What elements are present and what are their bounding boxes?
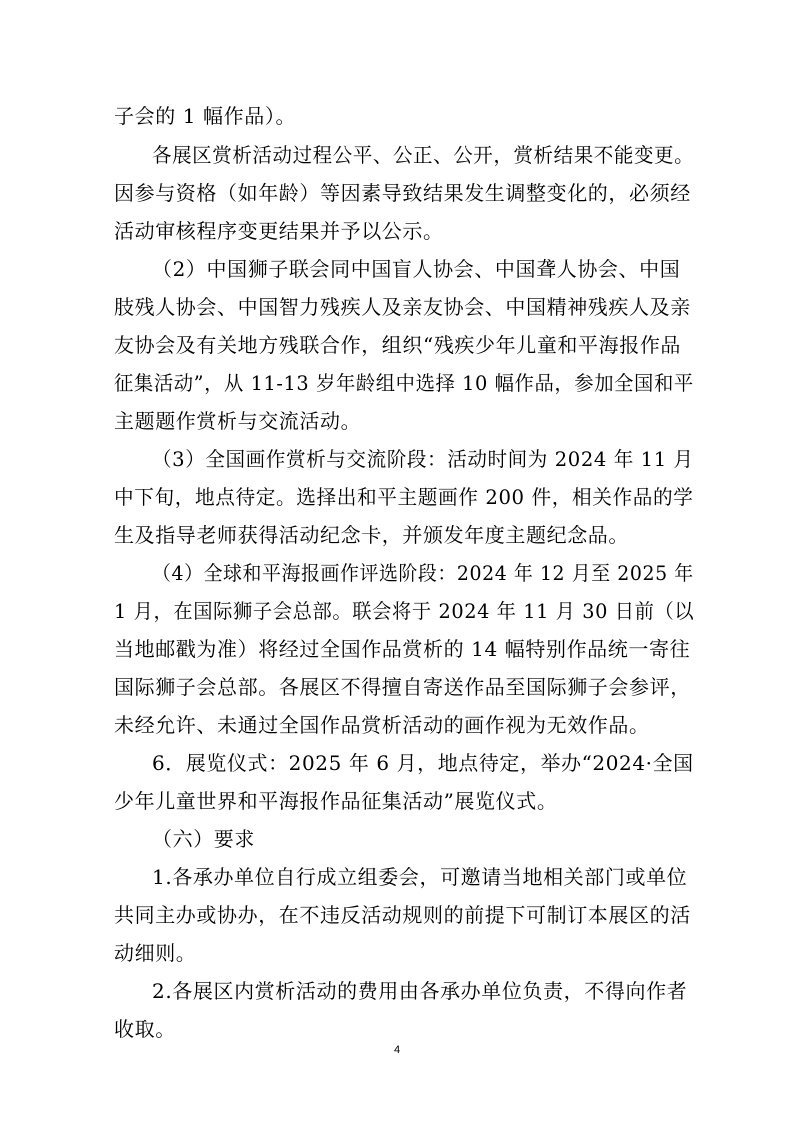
text-line-9: 主题题作赏析与交流活动。 (114, 409, 362, 433)
page-number: 4 (393, 1044, 401, 1056)
text-line-18: 6．展览仪式：2025 年 6 月，地点待定，举办“2024·全国 (152, 751, 694, 775)
text-line-16: 国际狮子会总部。各展区不得擅自寄送作品至国际狮子会参评， (114, 675, 691, 699)
text-line-17: 未经允许、未通过全国作品赏析活动的画作视为无效作品。 (114, 713, 650, 737)
text-line-10: （3）全国画作赏析与交流阶段：活动时间为 2024 年 11 月 (152, 447, 694, 471)
text-line-25: 收取。 (114, 1017, 176, 1041)
text-line-23: 动细则。 (114, 941, 197, 965)
text-line-19: 少年儿童世界和平海报作品征集活动”展览仪式。 (114, 789, 558, 813)
text-line-5: （2）中国狮子联会同中国盲人协会、中国聋人协会、中国 (152, 257, 681, 281)
section-heading-requirements: （六）要求 (152, 827, 255, 851)
text-line-11: 中下旬，地点待定。选择出和平主题画作 200 件，相关作品的学 (114, 485, 694, 509)
text-line-1: 子会的 1 幅作品）。 (114, 104, 297, 128)
text-line-6: 肢残人协会、中国智力残疾人及亲友协会、中国精神残疾人及亲 (114, 295, 691, 319)
text-line-2: 各展区赏析活动过程公平、公正、公开，赏析结果不能变更。 (152, 143, 695, 167)
text-line-7: 友协会及有关地方残联合作，组织“残疾少年儿童和平海报作品 (114, 333, 682, 357)
text-line-4: 活动审核程序变更结果并予以公示。 (114, 219, 444, 243)
text-line-8: 征集活动”，从 11-13 岁年龄组中选择 10 幅作品，参加全国和平 (114, 371, 694, 395)
text-line-24: 2.各展区内赏析活动的费用由各承办单位负责，不得向作者 (152, 979, 688, 1003)
text-line-13: （4）全球和平海报画作评选阶段：2024 年 12 月至 2025 年 (152, 561, 694, 585)
text-line-21: 1.各承办单位自行成立组委会，可邀请当地相关部门或单位 (152, 865, 688, 889)
text-line-22: 共同主办或协办，在不违反活动规则的前提下可制订本展区的活 (114, 903, 691, 927)
text-line-14: 1 月，在国际狮子会总部。联会将于 2024 年 11 月 30 日前（以 (114, 599, 695, 623)
text-line-12: 生及指导老师获得活动纪念卡，并颁发年度主题纪念品。 (114, 523, 629, 547)
text-line-3: 因参与资格（如年龄）等因素导致结果发生调整变化的，必须经 (114, 181, 691, 205)
text-line-15: 当地邮戳为准）将经过全国作品赏析的 14 幅特别作品统一寄往 (114, 637, 691, 661)
